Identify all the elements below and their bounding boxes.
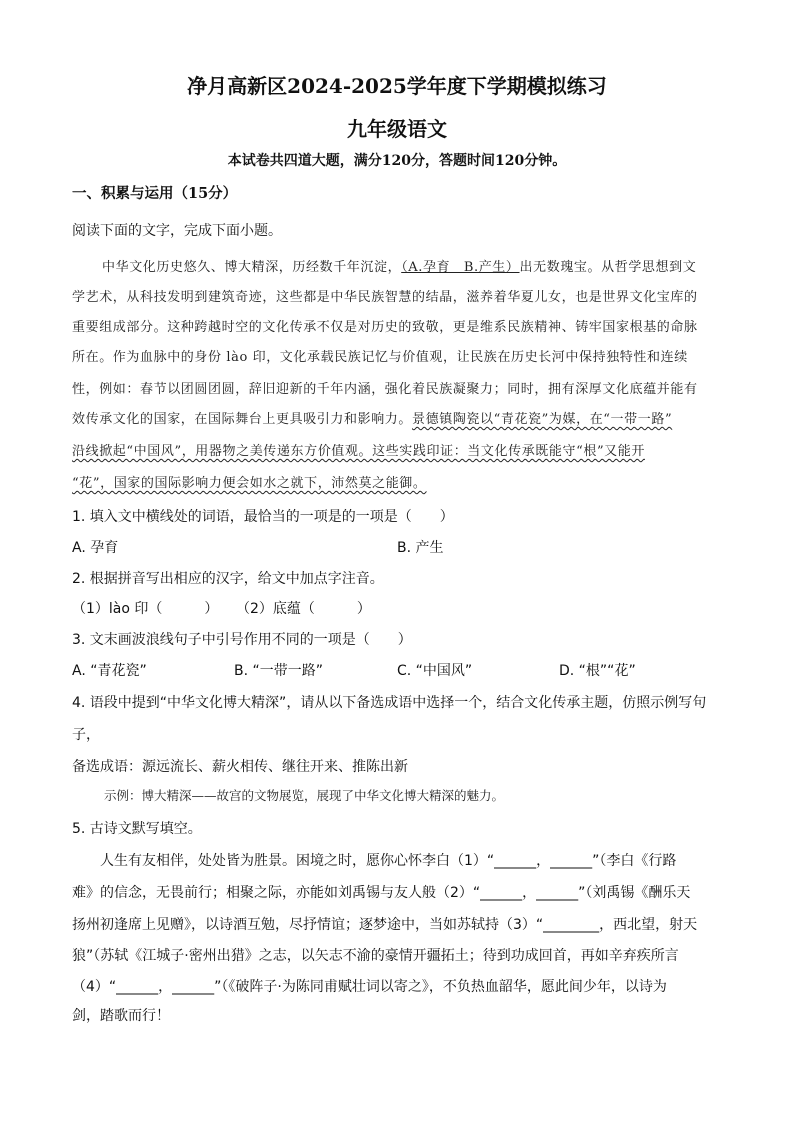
q1-option-a: A. 孕育 — [72, 540, 119, 556]
q5-text-line-5: （4）“______，______”（《破阵子·为陈同甫赋壮词以寄之》，不负热血韶华，愿此间少年，以诗为 — [72, 979, 667, 995]
passage-line-1 — [102, 256, 696, 275]
passage-text: 出无数瑰宝。从哲学思想到文 — [519, 260, 697, 275]
q2-item-2: （2）底蕴（ ） — [236, 601, 371, 617]
blank-options: （A.孕育 B.产生） — [401, 260, 520, 275]
reading-intro: 阅读下面的文字，完成下面小题。 — [72, 223, 282, 239]
q3-option-c: C. “中国风” — [397, 663, 473, 679]
passage-line-4: 所在。作为血脉中的身份 lào 印，文化承载民族记忆与价值观，让民族在历史长河中保持独特性和连续 — [72, 350, 688, 365]
example-sentence: 示例：博大精深——故宫的文物展览，展现了中华文化博大精深的魅力。 — [104, 788, 505, 803]
question-5-stem: 5. 古诗文默写填空。 — [72, 821, 202, 837]
q3-option-a: A. “青花瓷” — [72, 663, 147, 679]
question-2-stem: 2. 根据拼音写出相应的汉字，给文中加点字注音。 — [72, 571, 384, 587]
q3-option-d: D. “根”“花” — [559, 663, 636, 679]
q5-text-line-1: 人生有友相伴，处处皆为胜景。困境之时，愿你心怀李白（1）“______，______”（李白《行路 — [72, 853, 677, 869]
question-1-stem: 1. 填入文中横线处的词语，最恰当的一项是的一项是（ ） — [72, 509, 454, 525]
passage-line-3: 重要组成部分。这种跨越时空的文化传承不仅是对历史的致敬，更是维系民族精神、铸牢国家根基的命脉 — [72, 320, 698, 335]
exam-subtitle: 九年级语文 — [347, 117, 447, 141]
passage-line-2: 学艺术，从科技发明到建筑奇迹，这些都是中华民族智慧的结晶，滋养着华夏儿女，也是世界文化宝库的 — [72, 290, 698, 305]
passage-text: 中华文化历史悠久、博大精深，历经数千年沉淀， — [102, 260, 402, 275]
exam-instructions: 本试卷共四道大题，满分120分，答题时间120分钟。 — [227, 153, 567, 169]
q5-text-line-6: 剑，踏歌而行！ — [72, 1008, 170, 1024]
q2-item-1: （1）lào 印（ ） — [72, 601, 219, 617]
q5-text-line-2: 难》的信念，无畏前行；相聚之际，亦能如刘禹锡与友人般（2）“______，______”（刘禹锡《酬乐天 — [72, 885, 691, 901]
passage-line-6 — [72, 408, 672, 427]
section-heading: 一、积累与运用（15分） — [72, 185, 238, 202]
q5-text-line-3: 扬州初逢席上见赠》，以诗酒互勉，尽抒情谊；逐梦途中，当如苏轼持（3）“________，西北望，射天 — [72, 917, 698, 933]
q3-option-b: B. “一带一路” — [234, 663, 324, 679]
exam-title: 净月高新区2024-2025学年度下学期模拟练习 — [187, 74, 607, 98]
passage-line-8: “花”，国家的国际影响力便会如水之就下，沛然莫之能御。 — [72, 476, 427, 491]
q5-text-line-4: 狼”（苏轼《江城子·密州出猎》之志，以矢志不渝的豪情开疆拓土；待到功成回首，再如辛弃疾所言 — [72, 948, 679, 964]
passage-line-7: 沿线掀起“中国风”，用器物之美传递东方价值观。这些实践印证：当文化传承既能守“根”又能开 — [72, 444, 645, 459]
passage-line-5: 性，例如：春节以团圆团圆，辞旧迎新的千年内涵，强化着民族凝聚力；同时，拥有深厚文化底蕴并能有 — [72, 382, 698, 397]
question-4-stem-line-1: 4. 语段中提到“中华文化博大精深”，请从以下备选成语中选择一个，结合文化传承主题，仿照示例写句 — [72, 695, 707, 711]
passage-text: 效传承文化的国家，在国际舞台上更具吸引力和影响力。 — [72, 412, 413, 427]
question-4-stem-line-2: 子， — [72, 727, 100, 743]
q1-option-b: B. 产生 — [397, 540, 444, 556]
question-3-stem: 3. 文末画波浪线句子中引号作用不同的一项是（ ） — [72, 632, 412, 648]
wavy-sentence: 景德镇陶瓷以“青花瓷”为媒，在“一带一路” — [412, 412, 673, 427]
idiom-options: 备选成语：源远流长、薪火相传、继往开来、推陈出新 — [72, 759, 408, 775]
